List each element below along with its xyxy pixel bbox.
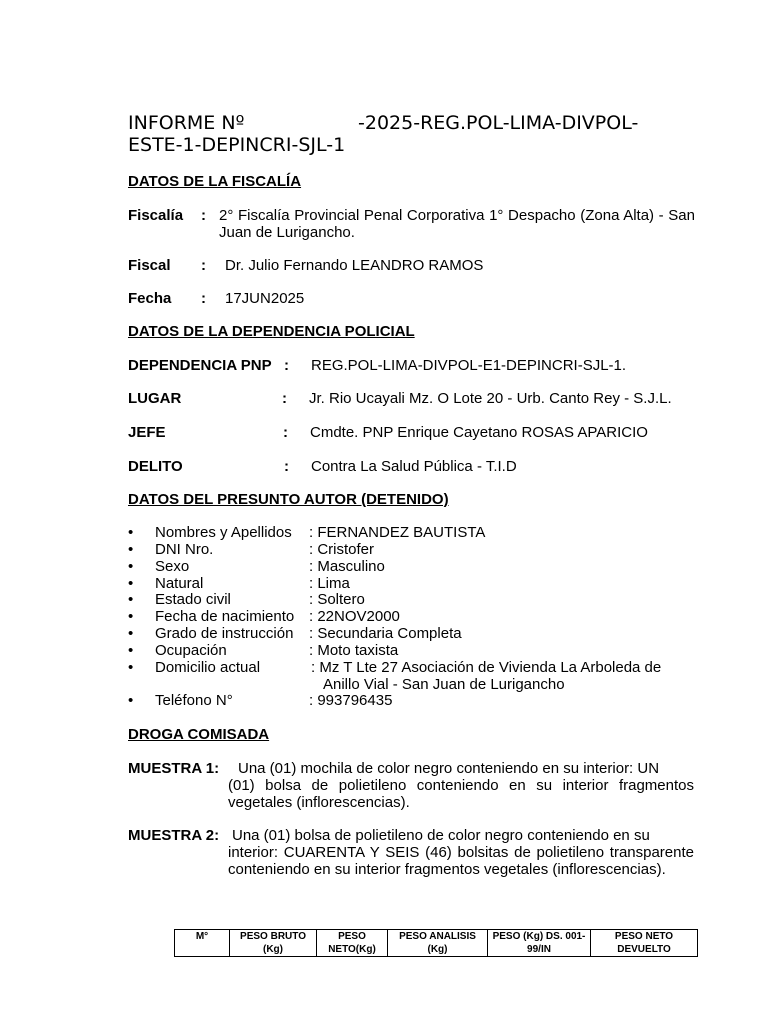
bullet: • xyxy=(128,692,134,709)
bullet: • xyxy=(128,575,134,592)
item-label: Estado civil xyxy=(155,591,231,608)
informe-prefix: INFORME Nº xyxy=(128,112,245,134)
item-value: : Soltero xyxy=(309,591,365,608)
muestra2-label: MUESTRA 2: xyxy=(128,827,220,844)
jefe-value: Cmdte. PNP Enrique Cayetano ROSAS APARICIO xyxy=(310,424,648,441)
item-value: : 22NOV2000 xyxy=(309,608,400,625)
domicilio-continuation: Anillo Vial - San Juan de Lurigancho xyxy=(323,676,565,693)
bullet: • xyxy=(128,541,134,558)
delito-colon: : xyxy=(284,458,289,475)
item-value: : Secundaria Completa xyxy=(309,625,462,642)
list-item xyxy=(128,659,708,693)
lugar-colon: : xyxy=(282,390,287,407)
header-cell: M° xyxy=(175,930,230,957)
fiscalia-colon: : xyxy=(201,207,206,224)
list-item xyxy=(128,608,708,625)
item-value: : Masculino xyxy=(309,558,385,575)
autor-heading: DATOS DEL PRESUNTO AUTOR (DETENIDO) xyxy=(128,491,449,508)
fiscalia-value: 2° Fiscalía Provincial Penal Corporativa 1° Despacho (Zona Alta) - San Juan de Lurigancho. xyxy=(219,207,695,241)
item-label: Domicilio actual xyxy=(155,659,261,676)
header-cell: PESO NETO DEVUELTO xyxy=(591,930,698,957)
bullet: • xyxy=(128,524,134,541)
dependencia-label: DEPENDENCIA PNP xyxy=(128,357,272,374)
bullet: • xyxy=(128,558,134,575)
header-cell: PESO NETO(Kg) xyxy=(317,930,388,957)
list-item xyxy=(128,642,708,659)
list-item xyxy=(128,524,708,541)
peso-table xyxy=(174,929,698,957)
bullet: • xyxy=(128,625,134,642)
item-value: : Moto taxista xyxy=(309,642,399,659)
item-value: : Cristofer xyxy=(309,541,375,558)
fecha-label: Fecha xyxy=(128,290,172,307)
fiscal-label: Fiscal xyxy=(128,257,171,274)
dependencia-colon: : xyxy=(284,357,289,374)
droga-heading: DROGA COMISADA xyxy=(128,726,270,743)
fecha-colon: : xyxy=(201,290,206,307)
header-cell: PESO BRUTO (Kg) xyxy=(230,930,317,957)
item-value: : Mz T Lte 27 Asociación de Vivienda La Arboleda de xyxy=(311,659,662,676)
list-item xyxy=(128,625,708,642)
dependencia-value: REG.POL-LIMA-DIVPOL-E1-DEPINCRI-SJL-1. xyxy=(311,357,627,374)
item-label: Teléfono N° xyxy=(155,692,233,709)
header-cell: PESO ANALISIS (Kg) xyxy=(388,930,488,957)
item-label: Ocupación xyxy=(155,642,227,659)
fiscal-colon: : xyxy=(201,257,206,274)
list-item xyxy=(128,591,708,608)
bullet: • xyxy=(128,642,134,659)
muestra2-line1: Una (01) bolsa de polietileno de color negro conteniendo en su xyxy=(232,827,650,844)
fiscalia-label: Fiscalía xyxy=(128,207,184,224)
informe-code-line1: -2025-REG.POL-LIMA-DIVPOL- xyxy=(358,112,639,134)
list-item xyxy=(128,575,708,592)
muestra2-text: interior: CUARENTA Y SEIS (46) bolsitas de polietileno transparente conteniendo en su interior fragmentos vegetales (inflorescencias). xyxy=(228,844,694,878)
bullet: • xyxy=(128,608,134,625)
item-label: Natural xyxy=(155,575,204,592)
bullet: • xyxy=(128,659,134,676)
item-value: : Lima xyxy=(309,575,350,592)
muestra1-text: (01) bolsa de polietileno conteniendo en su interior fragmentos vegetales (inflorescencias). xyxy=(228,777,694,811)
header-cell: PESO (Kg) DS. 001-99/IN xyxy=(488,930,591,957)
item-label: Nombres y Apellidos xyxy=(155,524,292,541)
item-label: Fecha de nacimiento xyxy=(155,608,295,625)
bullet: • xyxy=(128,591,134,608)
item-value: : FERNANDEZ BAUTISTA xyxy=(309,524,486,541)
delito-label: DELITO xyxy=(128,458,183,475)
dependencia-heading: DATOS DE LA DEPENDENCIA POLICIAL xyxy=(128,323,415,340)
muestra1-label: MUESTRA 1: xyxy=(128,760,220,777)
item-label: Sexo xyxy=(155,558,190,575)
fecha-value: 17JUN2025 xyxy=(225,290,305,307)
item-value: : 993796435 xyxy=(309,692,393,709)
list-item xyxy=(128,541,708,558)
fiscalia-heading: DATOS DE LA FISCALÍA xyxy=(128,173,302,190)
jefe-label: JEFE xyxy=(128,424,166,441)
muestra1-line1: Una (01) mochila de color negro conteniendo en su interior: UN xyxy=(238,760,660,777)
lugar-label: LUGAR xyxy=(128,390,182,407)
lugar-value: Jr. Rio Ucayali Mz. O Lote 20 - Urb. Canto Rey - S.J.L. xyxy=(309,390,672,407)
informe-code-line2: ESTE-1-DEPINCRI-SJL-1 xyxy=(128,134,346,156)
delito-value: Contra La Salud Pública - T.I.D xyxy=(311,458,517,475)
list-item xyxy=(128,692,708,709)
list-item xyxy=(128,558,708,575)
item-label: Grado de instrucción xyxy=(155,625,294,642)
item-label: DNI Nro. xyxy=(155,541,214,558)
fiscal-value: Dr. Julio Fernando LEANDRO RAMOS xyxy=(225,257,484,274)
jefe-colon: : xyxy=(283,424,288,441)
table-header-row xyxy=(175,930,698,957)
